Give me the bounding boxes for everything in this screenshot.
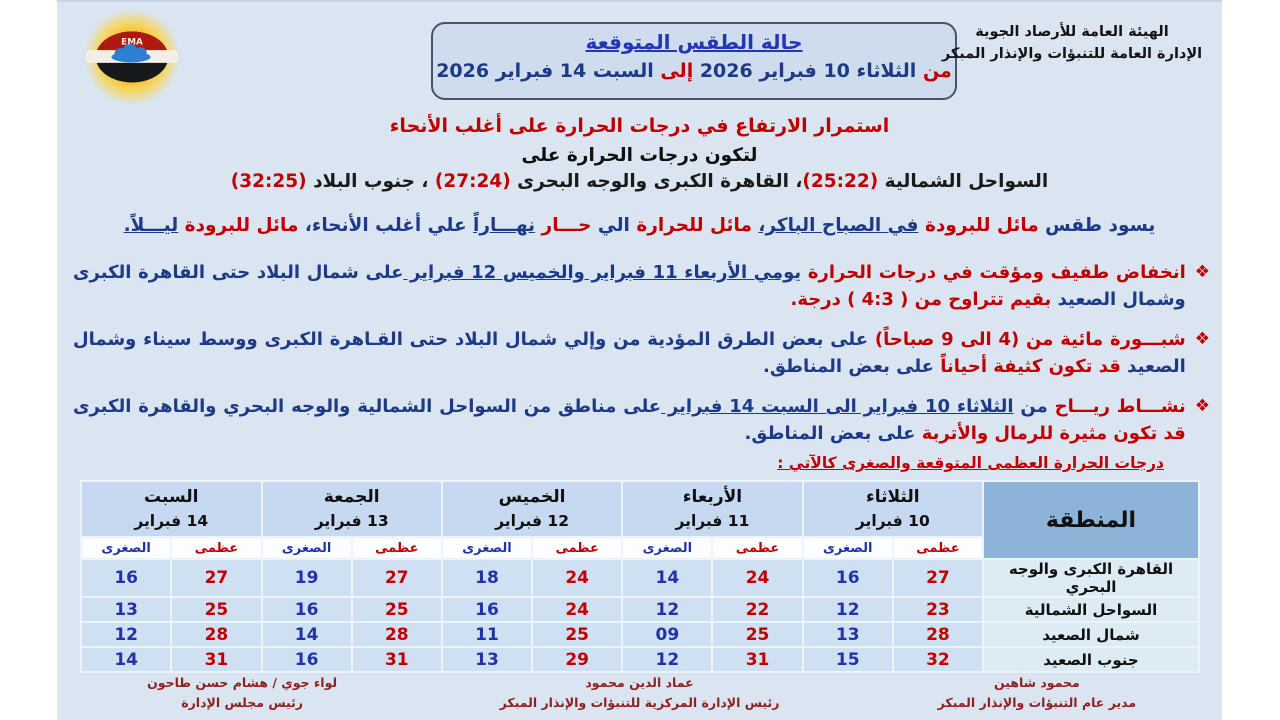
text-segment: بقيم تتراوح من ( 4:3 ) درجة. bbox=[790, 289, 1052, 310]
day-name: الثلاثاء bbox=[866, 486, 920, 507]
signature-title: رئيس الإدارة المركزية للتنبؤات والإنذار المبكر bbox=[499, 694, 780, 710]
min-header-cell: الصغرى bbox=[622, 537, 712, 559]
temp-max-cell: 31 bbox=[352, 647, 442, 672]
temp-max-cell: 31 bbox=[712, 647, 802, 672]
temp-max-cell: 31 bbox=[171, 647, 261, 672]
day-name: الجمعة bbox=[323, 486, 380, 507]
min-header-cell: الصغرى bbox=[803, 537, 893, 559]
bullet-text bbox=[66, 326, 1186, 380]
day-date: 10 فبراير bbox=[855, 512, 930, 531]
text-segment: مائل للحرارة bbox=[629, 215, 752, 236]
text-segment: الثلاثاء 10 فبراير 2026 bbox=[693, 60, 917, 82]
text-segment: على بعض الطرق المؤدية من وإلي شمال البلاد حتى القـاهرة الكبرى ووسط سيناء وشمال الصعيد bbox=[66, 329, 1186, 377]
day-name: الأربعاء bbox=[682, 486, 743, 507]
day-date: 11 فبراير bbox=[675, 512, 750, 531]
authority-line2: الإدارة العامة للتنبؤات والإنذار المبكر bbox=[941, 45, 1203, 62]
temp-max-cell: 25 bbox=[532, 622, 622, 647]
text-segment: من bbox=[1013, 396, 1048, 417]
text-segment: مائل للبرودة bbox=[178, 215, 299, 236]
temp-min-cell: 13 bbox=[442, 647, 532, 672]
max-header-cell: عظمى bbox=[352, 537, 442, 559]
bullet-item bbox=[66, 326, 1210, 380]
temp-min-cell: 18 bbox=[442, 559, 532, 597]
authority-line1: الهيئة العامة للأرصاد الجوية bbox=[975, 24, 1169, 40]
forecast-table-body bbox=[81, 559, 1199, 672]
bulletin-panel bbox=[57, 0, 1222, 720]
temp-max-cell: 28 bbox=[352, 622, 442, 647]
summary-temperatures-line bbox=[57, 171, 1222, 192]
temp-min-cell: 16 bbox=[442, 597, 532, 622]
bullet-text bbox=[66, 259, 1186, 313]
temp-max-cell: 24 bbox=[532, 559, 622, 597]
text-segment: على شمال البلاد حتى القاهرة الكبرى وشمال الصعيد bbox=[66, 262, 1186, 310]
temp-max-cell: 29 bbox=[532, 647, 622, 672]
temp-min-cell: 16 bbox=[262, 647, 352, 672]
day-header-cell bbox=[442, 481, 622, 537]
temp-min-cell: 19 bbox=[262, 559, 352, 597]
bullet-item bbox=[66, 393, 1210, 447]
text-segment: (25:22) bbox=[802, 170, 879, 192]
day-date: 14 فبراير bbox=[134, 512, 209, 531]
text-segment: ، القاهرة الكبرى والوجه البحرى bbox=[510, 170, 803, 192]
text-segment: نهـــاراً bbox=[473, 215, 536, 236]
forecast-table-head bbox=[81, 481, 1199, 559]
text-segment: في الصباح الباكر، bbox=[758, 215, 919, 236]
signature-title: مدير عام التنبؤات والإنذار المبكر bbox=[937, 694, 1137, 710]
day-header-cell bbox=[81, 481, 262, 537]
text-segment: على بعض المناطق. bbox=[744, 423, 916, 444]
logo-ema-text: EMA bbox=[121, 37, 143, 48]
summary-block bbox=[57, 114, 1222, 192]
text-segment: ، جنوب البلاد bbox=[306, 170, 435, 192]
temp-max-cell: 28 bbox=[893, 622, 983, 647]
table-caption: درجات الحرارة العظمى المتوقعة والصغرى كالآتي : bbox=[777, 454, 1164, 472]
text-segment: ليـــلاً. bbox=[123, 215, 179, 236]
text-segment: السبت 14 فبراير 2026 bbox=[436, 60, 654, 82]
signatures-footer bbox=[73, 673, 1206, 712]
min-header-cell: الصغرى bbox=[262, 537, 352, 559]
region-cell: جنوب الصعيد bbox=[983, 647, 1199, 672]
text-segment: حـــار bbox=[535, 215, 592, 236]
temp-max-cell: 25 bbox=[712, 622, 802, 647]
temp-min-cell: 14 bbox=[81, 647, 171, 672]
temp-max-cell: 22 bbox=[712, 597, 802, 622]
text-segment: قد تكون مثيرة للرمال والأتربة bbox=[915, 423, 1186, 444]
min-header-cell: الصغرى bbox=[442, 537, 532, 559]
title-box bbox=[431, 22, 957, 100]
text-segment: على بعض المناطق. bbox=[762, 356, 934, 377]
text-segment: علي أغلب الأنحاء، bbox=[298, 215, 474, 236]
region-cell: السواحل الشمالية bbox=[983, 597, 1199, 622]
bullet-diamond-icon: ❖ bbox=[1194, 262, 1210, 282]
temp-max-cell: 28 bbox=[171, 622, 261, 647]
text-segment: انخفاض طفيف ومؤقت في درجات الحرارة bbox=[801, 262, 1186, 283]
region-cell: القاهرة الكبرى والوجه البحري bbox=[983, 559, 1199, 597]
temp-max-cell: 25 bbox=[352, 597, 442, 622]
ema-logo bbox=[73, 8, 191, 106]
text-segment: يسود طقس bbox=[1038, 215, 1156, 236]
min-header-cell: الصغرى bbox=[81, 537, 171, 559]
temp-max-cell: 24 bbox=[712, 559, 802, 597]
text-segment: الي bbox=[591, 215, 630, 236]
region-cell: شمال الصعيد bbox=[983, 622, 1199, 647]
bullet-list bbox=[66, 259, 1210, 460]
day-header-cell bbox=[622, 481, 802, 537]
summary-line2: لتكون درجات الحرارة على bbox=[521, 144, 758, 166]
text-segment: من bbox=[916, 60, 952, 82]
day-date: 12 فبراير bbox=[495, 512, 569, 531]
ema-logo-graphic bbox=[73, 8, 191, 106]
forecast-table bbox=[80, 480, 1200, 673]
bullet-diamond-icon: ❖ bbox=[1194, 329, 1210, 349]
temp-min-cell: 12 bbox=[803, 597, 893, 622]
day-date: 13 فبراير bbox=[314, 512, 389, 531]
signature-name: لواء جوي / هشام حسن طاحون bbox=[147, 675, 338, 691]
signature-block bbox=[411, 673, 868, 712]
authority-header bbox=[932, 22, 1212, 66]
bullet-text bbox=[66, 393, 1186, 447]
text-segment: شبـــورة مائية من (4 الى 9 صباحاً) bbox=[868, 329, 1186, 350]
temp-min-cell: 09 bbox=[622, 622, 712, 647]
temp-min-cell: 13 bbox=[803, 622, 893, 647]
text-segment: الثلاثاء 10 فبراير الى السبت 14 فبراير bbox=[661, 396, 1014, 417]
temp-min-cell: 16 bbox=[81, 559, 171, 597]
day-name: الخميس bbox=[498, 486, 566, 507]
temp-min-cell: 12 bbox=[622, 647, 712, 672]
text-segment: مائل للبرودة bbox=[918, 215, 1039, 236]
signature-block bbox=[868, 673, 1206, 712]
temp-min-cell: 14 bbox=[262, 622, 352, 647]
date-range-subtitle bbox=[433, 60, 955, 82]
temp-max-cell: 24 bbox=[532, 597, 622, 622]
text-segment: نشـــاط ريـــاح bbox=[1047, 396, 1186, 417]
text-segment: يومي الأربعاء 11 فبراير والخميس 12 فبراير bbox=[403, 262, 802, 283]
signature-name: محمود شاهين bbox=[994, 675, 1080, 691]
temp-min-cell: 16 bbox=[803, 559, 893, 597]
signature-block bbox=[73, 673, 411, 712]
region-column-header: المنطقة bbox=[983, 481, 1199, 559]
signature-name: عماد الدين محمود bbox=[585, 675, 694, 691]
table-row bbox=[81, 597, 1199, 622]
temp-min-cell: 13 bbox=[81, 597, 171, 622]
text-segment: السواحل الشمالية bbox=[878, 170, 1049, 192]
signature-title: رئيس مجلس الإدارة bbox=[181, 694, 303, 710]
max-header-cell: عظمى bbox=[893, 537, 983, 559]
day-header-cell bbox=[262, 481, 442, 537]
page-title: حالة الطقس المتوقعة bbox=[585, 30, 803, 54]
table-row bbox=[81, 647, 1199, 672]
text-segment: (27:24) bbox=[434, 170, 511, 192]
day-name: السبت bbox=[144, 486, 199, 507]
temp-max-cell: 27 bbox=[352, 559, 442, 597]
max-header-cell: عظمى bbox=[712, 537, 802, 559]
temp-min-cell: 15 bbox=[803, 647, 893, 672]
max-header-cell: عظمى bbox=[171, 537, 261, 559]
text-segment: على مناطق من السواحل الشمالية والوجه البحري والقاهرة الكبرى bbox=[66, 396, 662, 417]
temp-min-cell: 11 bbox=[442, 622, 532, 647]
temp-min-cell: 16 bbox=[262, 597, 352, 622]
table-row bbox=[81, 622, 1199, 647]
text-segment: قد تكون كثيفة أحياناً bbox=[933, 356, 1121, 377]
temp-max-cell: 27 bbox=[171, 559, 261, 597]
temp-max-cell: 25 bbox=[171, 597, 261, 622]
temp-min-cell: 14 bbox=[622, 559, 712, 597]
summary-headline: استمرار الارتفاع في درجات الحرارة على أغلب الأنحاء bbox=[389, 115, 890, 137]
temp-max-cell: 27 bbox=[893, 559, 983, 597]
text-segment: إلى bbox=[653, 60, 694, 82]
bullet-item bbox=[66, 259, 1210, 313]
bullet-diamond-icon: ❖ bbox=[1194, 396, 1210, 416]
table-row bbox=[81, 559, 1199, 597]
general-weather-paragraph bbox=[73, 213, 1206, 240]
temp-min-cell: 12 bbox=[81, 622, 171, 647]
temp-max-cell: 32 bbox=[893, 647, 983, 672]
text-segment: (32:25) bbox=[230, 170, 307, 192]
temp-min-cell: 12 bbox=[622, 597, 712, 622]
day-header-cell bbox=[803, 481, 983, 537]
temp-max-cell: 23 bbox=[893, 597, 983, 622]
max-header-cell: عظمى bbox=[532, 537, 622, 559]
